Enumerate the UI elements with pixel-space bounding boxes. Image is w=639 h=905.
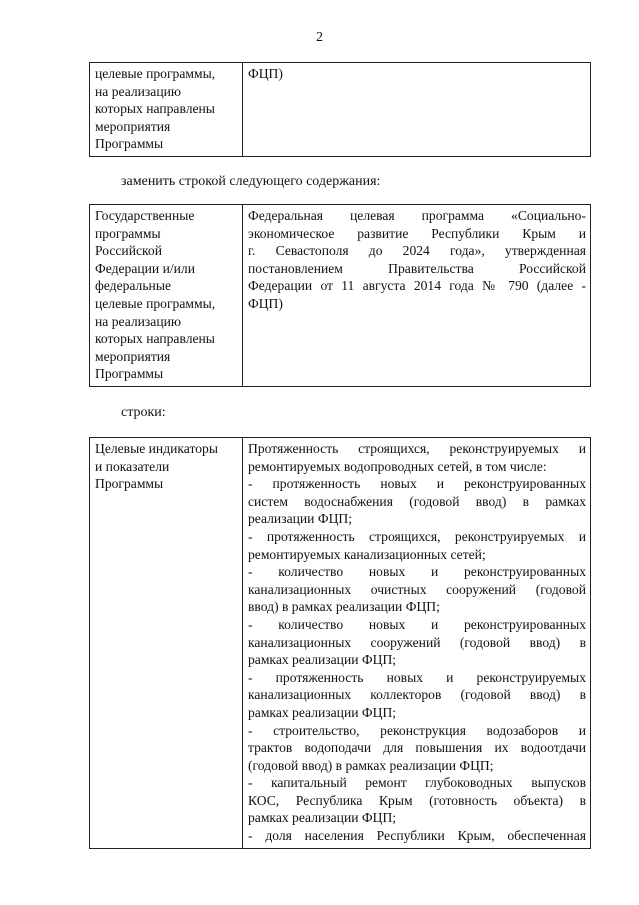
page-number: 2 <box>316 30 323 45</box>
cell-line: целевые программы, <box>95 66 216 81</box>
cell-line: и показатели <box>95 458 170 474</box>
cell-line: мероприятия <box>95 348 171 364</box>
indicator-line: - доля населения Республики Крым, обеспеченная <box>248 828 586 844</box>
cell-line: федеральные <box>95 278 171 294</box>
cell-text: ФЦП) <box>248 66 283 81</box>
right-cell <box>243 63 591 157</box>
cell-line: постановлением Правительства Российской <box>248 260 586 276</box>
cell-line: программы <box>95 225 161 241</box>
cell-line: ФЦП) <box>248 295 283 311</box>
indicator-line: - протяженность новых и реконструируемых <box>248 669 586 685</box>
cell-line: Целевые индикаторы <box>95 441 218 456</box>
cell-line: Федерации от 11 августа 2014 года № 790 (далее - <box>248 278 586 294</box>
indicator-line: - строительство, реконструкция водозаборов и <box>248 722 586 738</box>
indicator-line: Протяженность строящихся, реконструируемых и <box>248 441 586 456</box>
cell-line: на реализацию <box>95 83 182 99</box>
indicator-line: канализационных коллекторов (годовой ввод) в <box>248 687 586 703</box>
cell-line: г. Севастополя до 2024 года», утвержденная <box>248 243 586 259</box>
cell-line: на реализацию <box>95 313 182 329</box>
indicator-line: реализации ФЦП; <box>248 511 352 527</box>
cell-line: Программы <box>95 366 164 382</box>
indicator-line: - протяженность новых и реконструированных <box>248 476 586 492</box>
indicator-line: - капитальный ремонт глубоководных выпусков <box>248 775 586 791</box>
cell-line: Федерации и/или <box>95 260 195 276</box>
indicator-line: - количество новых и реконструированных <box>248 616 586 632</box>
table-row <box>90 205 591 387</box>
left-cell <box>90 438 243 849</box>
cell-line: которых направлены <box>95 331 215 347</box>
indicator-line: ввод) в рамках реализации ФЦП; <box>248 599 440 615</box>
instruction-lines: строки: <box>121 405 166 420</box>
indicator-line: ремонтируемых водопроводных сетей, в том числе: <box>248 458 547 474</box>
right-cell <box>243 205 591 387</box>
right-cell <box>243 438 591 849</box>
cell-line: Программы <box>95 476 164 492</box>
indicator-line: рамках реализации ФЦП; <box>248 704 397 720</box>
instruction-replace: заменить строкой следующего содержания: <box>121 174 381 189</box>
table-top-fragment <box>89 62 591 157</box>
left-cell <box>90 63 243 157</box>
indicator-line: рамках реализации ФЦП; <box>248 652 397 668</box>
cell-line: Программы <box>95 136 164 152</box>
cell-line: целевые программы, <box>95 295 216 311</box>
table-row <box>90 438 591 849</box>
table-replacement-row <box>89 204 591 387</box>
cell-line: экономическое развитие Республики Крым и <box>248 225 586 241</box>
cell-line: которых направлены <box>95 101 215 117</box>
indicator-line: ремонтируемых канализационных сетей; <box>248 546 486 562</box>
table-indicators <box>89 437 591 849</box>
cell-line: Российской <box>95 243 162 259</box>
cell-line: Государственные <box>95 208 195 223</box>
table-row <box>90 63 591 157</box>
left-cell <box>90 205 243 387</box>
indicator-line: - протяженность строящихся, реконструируемых и <box>248 528 586 544</box>
indicator-line: канализационных сооружений (годовой ввод) в <box>248 634 586 650</box>
cell-line: мероприятия <box>95 118 171 134</box>
indicator-line: канализационных очистных сооружений (годовой <box>248 581 586 597</box>
indicator-line: рамках реализации ФЦП; <box>248 810 397 826</box>
indicator-line: систем водоснабжения (годовой ввод) в рамках <box>248 493 586 509</box>
indicator-line: (годовой ввод) в рамках реализации ФЦП; <box>248 757 494 773</box>
indicator-line: трактов водоподачи для повышения их водоотдачи <box>248 740 586 756</box>
indicator-line: - количество новых и реконструированных <box>248 564 586 580</box>
indicator-line: КОС, Республика Крым (готовность объекта) в <box>248 792 586 808</box>
cell-line: Федеральная целевая программа «Социально- <box>248 208 586 223</box>
